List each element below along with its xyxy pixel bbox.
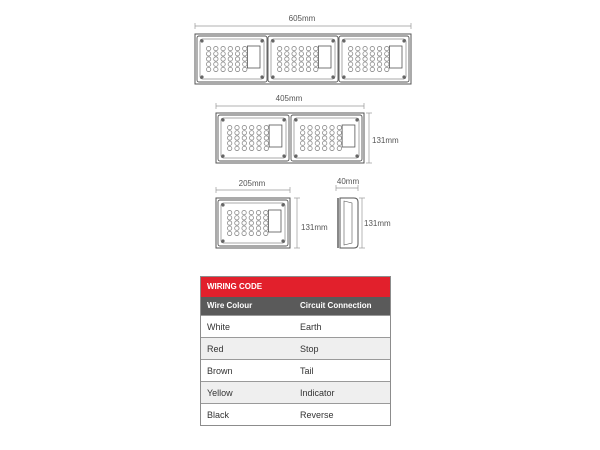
lamp-module-frame	[197, 36, 267, 82]
wiring-code-title: WIRING CODE	[201, 277, 390, 297]
header-circuit-connection: Circuit Connection	[300, 301, 372, 310]
circuit-cell: Tail	[300, 366, 314, 376]
screw-icon	[200, 39, 203, 42]
screw-icon	[331, 39, 334, 42]
wiring-code-table	[200, 276, 391, 426]
wiring-row-4	[201, 381, 390, 403]
wire-colour-cell: Brown	[207, 366, 233, 376]
screw-icon	[282, 154, 285, 157]
screw-icon	[294, 118, 297, 121]
lamp-double	[216, 113, 364, 163]
lamp-module-frame	[339, 36, 409, 82]
lamp-module-frame	[218, 200, 288, 246]
lamp-triple	[195, 34, 411, 84]
screw-icon	[402, 39, 405, 42]
lamp-side-profile	[338, 198, 358, 248]
screw-icon	[342, 39, 345, 42]
circuit-cell: Reverse	[300, 410, 334, 420]
wiring-header-row	[201, 297, 390, 315]
circuit-cell: Earth	[300, 322, 322, 332]
lamp-single	[216, 198, 290, 248]
dim-label-605mm: 605mm	[288, 14, 316, 23]
screw-icon	[260, 75, 263, 78]
screw-icon	[402, 75, 405, 78]
dim-label-405mm: 405mm	[275, 94, 303, 103]
circuit-cell: Indicator	[300, 388, 335, 398]
wiring-row-1	[201, 315, 390, 337]
wire-colour-cell: Black	[207, 410, 230, 420]
screw-icon	[342, 75, 345, 78]
screw-icon	[221, 239, 224, 242]
dim-label-205mm: 205mm	[238, 179, 266, 188]
screw-icon	[282, 118, 285, 121]
screw-icon	[355, 118, 358, 121]
dim-label-131mm-single: 131mm	[301, 223, 328, 232]
screw-icon	[221, 118, 224, 121]
screw-icon	[294, 154, 297, 157]
screw-icon	[271, 75, 274, 78]
dim-label-40mm: 40mm	[336, 177, 360, 186]
header-wire-colour: Wire Colour	[207, 301, 253, 310]
wire-colour-cell: Yellow	[207, 388, 233, 398]
screw-icon	[260, 39, 263, 42]
lamp-module-frame	[268, 36, 338, 82]
wiring-row-2	[201, 337, 390, 359]
screw-icon	[271, 39, 274, 42]
screw-icon	[200, 75, 203, 78]
screw-icon	[331, 75, 334, 78]
circuit-cell: Stop	[300, 344, 319, 354]
screw-icon	[281, 239, 284, 242]
wiring-row-3	[201, 359, 390, 381]
screw-icon	[221, 203, 224, 206]
screw-icon	[221, 154, 224, 157]
dim-label-131mm-side: 131mm	[364, 219, 391, 228]
side-profile-body	[340, 198, 358, 248]
wiring-row-5	[201, 403, 390, 425]
wire-colour-cell: Red	[207, 344, 224, 354]
dim-label-131mm-triple: 131mm	[372, 136, 399, 145]
wire-colour-cell: White	[207, 322, 231, 332]
screw-icon	[281, 203, 284, 206]
screw-icon	[355, 154, 358, 157]
